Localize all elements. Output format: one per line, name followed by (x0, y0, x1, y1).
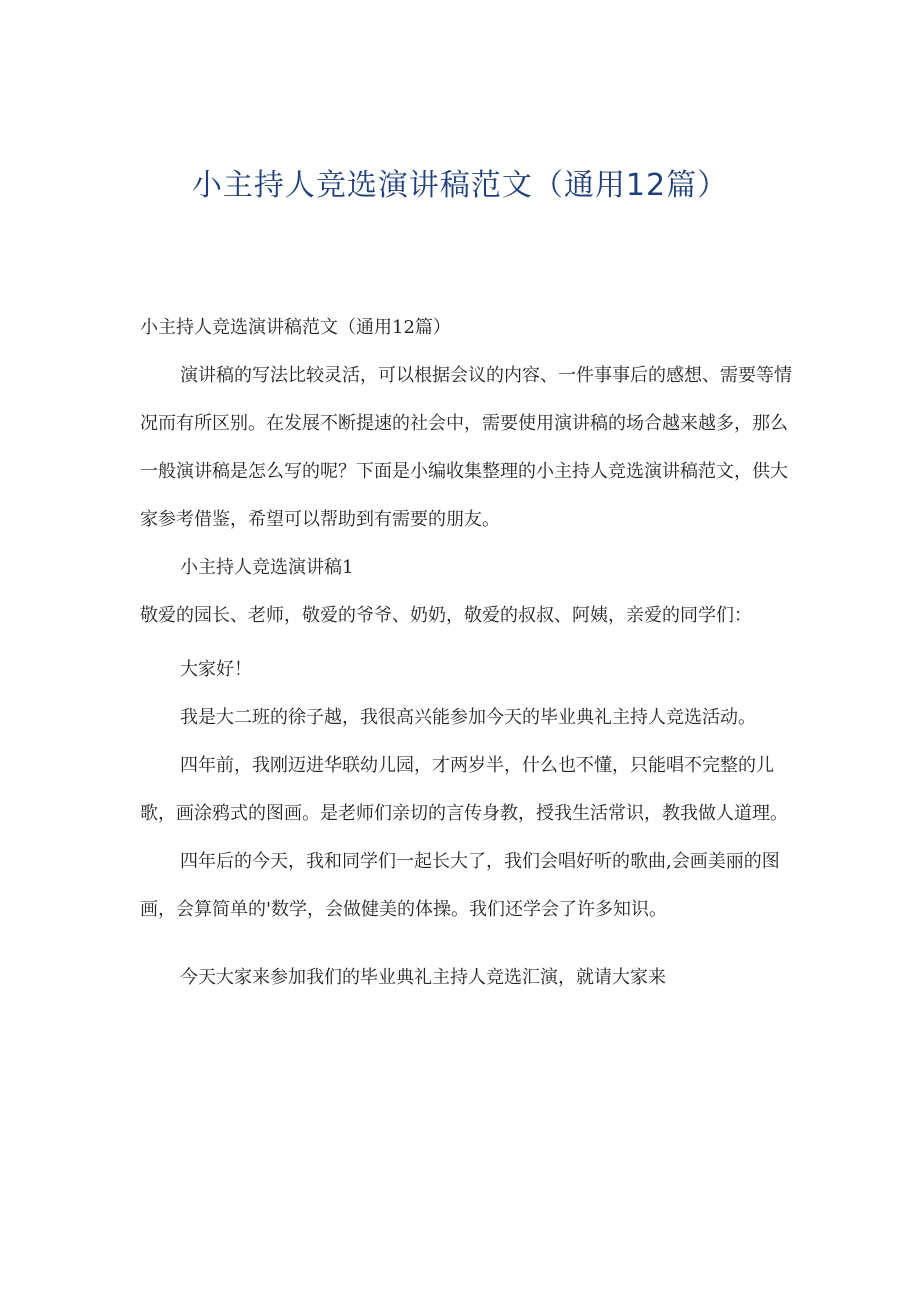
greeting: 大家好！ (180, 659, 252, 680)
body-paragraph-4: 今天大家来参加我们的毕业典礼主持人竞选汇演，就请大家来 (180, 967, 666, 988)
body-paragraph-2: 四年前，我刚迈进华联幼儿园，才两岁半，什么也不懂，只能唱不完整的儿歌，画涂鸦式的图画。是老师们亲切的言传身教，授我生活常识，教我做人道理。 (140, 755, 788, 824)
subtitle-line: 小主持人竞选演讲稿范文（通用12篇） (140, 317, 451, 338)
body-paragraph-1: 我是大二班的徐子越，我很高兴能参加今天的毕业典礼主持人竞选活动。 (180, 707, 756, 728)
salutation: 敬爱的园长、老师，敬爱的爷爷、奶奶，敬爱的叔叔、阿姨，亲爱的同学们： (140, 605, 752, 626)
document-title: 小主持人竞选演讲稿范文（通用12篇） (191, 168, 729, 203)
document-body (140, 304, 800, 1002)
section-heading: 小主持人竞选演讲稿1 (180, 557, 354, 578)
intro-paragraph: 演讲稿的写法比较灵活，可以根据会议的内容、一件事事后的感想、需要等情况而有所区别。在发展不断提速的社会中，需要使用演讲稿的场合越来越多，那么一般演讲稿是怎么写的呢？下面是小编收集整理的小主持人竞选演讲稿范文，供大家参考借鉴，希望可以帮助到有需要的朋友。 (140, 365, 792, 530)
body-paragraph-3: 四年后的今天，我和同学们一起长大了，我们会唱好听的歌曲,会画美丽的图画，会算简单的'数学，会做健美的体操。我们还学会了许多知识。 (140, 851, 780, 920)
